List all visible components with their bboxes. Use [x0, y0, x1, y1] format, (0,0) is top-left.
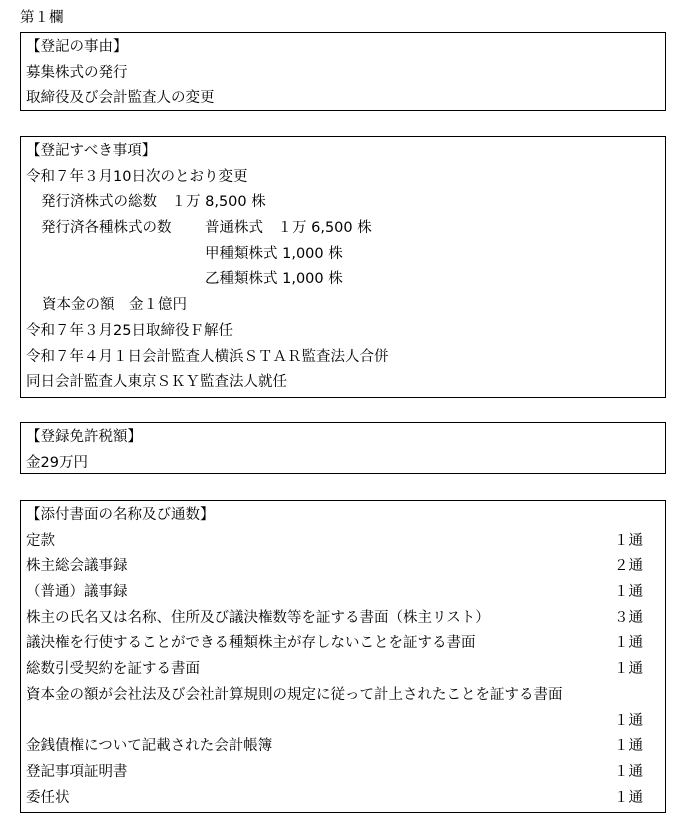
- auditor-appointment-line: 同日会計監査人東京ＳＫＹ監査法人就任: [26, 374, 287, 391]
- document-name: 株主総会議事録: [26, 558, 128, 575]
- common-shares: 普通株式 １万 6,500 株: [205, 220, 372, 237]
- document-count: １通: [614, 712, 643, 729]
- document-count: ３通: [614, 609, 643, 626]
- director-dismissal-line: 令和７年３月25日取締役Ｆ解任: [26, 322, 233, 339]
- document-count: １通: [614, 635, 643, 652]
- document-name: 総数引受契約を証する書面: [26, 661, 200, 678]
- document-name: 株主の氏名又は名称、住所及び議決権数等を証する書面（株主リスト）: [26, 609, 490, 626]
- class-a-shares-line: 甲種類株式 1,000 株: [205, 245, 343, 262]
- document-row: [26, 734, 665, 760]
- total-shares-line: 発行済株式の総数 １万 8,500 株: [41, 194, 266, 211]
- registration-tax-amount: 金29万円: [26, 454, 88, 471]
- document-name: 登記事項証明書: [26, 763, 128, 780]
- capital-line: 資本金の額 金１億円: [42, 297, 187, 314]
- document-row: [26, 606, 665, 632]
- document-row: [26, 760, 665, 786]
- document-count: １通: [614, 532, 643, 549]
- class-shares-label: 発行済各種株式の数: [41, 220, 172, 237]
- page-heading: 第１欄: [20, 10, 64, 26]
- change-date-line: 令和７年３月10日次のとおり変更: [26, 168, 248, 185]
- reason-line-2: 取締役及び会計監査人の変更: [26, 90, 215, 107]
- reason-line-1: 募集株式の発行: [26, 64, 128, 81]
- document-row-continuation: [26, 709, 665, 735]
- document-row: [26, 580, 665, 606]
- document-count: １通: [614, 661, 643, 678]
- document-name: 定款: [26, 532, 55, 549]
- registration-reason-title: 【登記の事由】: [26, 39, 128, 55]
- document-name: 金銭債権について記載された会計帳簿: [26, 738, 273, 755]
- document-row: [26, 786, 665, 812]
- registration-tax-title: 【登録免許税額】: [26, 429, 142, 445]
- registration-reason-box: [20, 32, 666, 111]
- document-count: １通: [614, 789, 643, 806]
- attached-documents-title: 【添付書面の名称及び通数】: [26, 507, 215, 523]
- class-b-shares-line: 乙種類株式 1,000 株: [205, 271, 343, 288]
- document-row: [26, 631, 665, 657]
- document-name: 議決権を行使することができる種類株主が存しないことを証する書面: [26, 635, 476, 652]
- registration-tax-box: [20, 422, 666, 474]
- auditor-merger-line: 令和７年４月１日会計監査人横浜ＳＴＡＲ監査法人合併: [26, 348, 389, 365]
- registration-matters-title: 【登記すべき事項】: [26, 143, 157, 159]
- document-count: ２通: [614, 558, 643, 575]
- document-count: １通: [614, 763, 643, 780]
- document-row: [26, 554, 665, 580]
- document-count: １通: [614, 584, 643, 601]
- document-row: [26, 657, 665, 683]
- document-name: （普通）議事録: [26, 584, 128, 601]
- document-count: １通: [614, 738, 643, 755]
- document-row: [26, 529, 665, 555]
- document-name: 委任状: [26, 789, 70, 806]
- attached-documents-box: [20, 500, 666, 813]
- class-shares-line: [26, 216, 665, 242]
- document-name: 資本金の額が会社法及び会社計算規則の規定に従って計上されたことを証する書面: [26, 686, 563, 703]
- registration-matters-box: [20, 136, 666, 398]
- document-row-wrapped: [26, 683, 665, 709]
